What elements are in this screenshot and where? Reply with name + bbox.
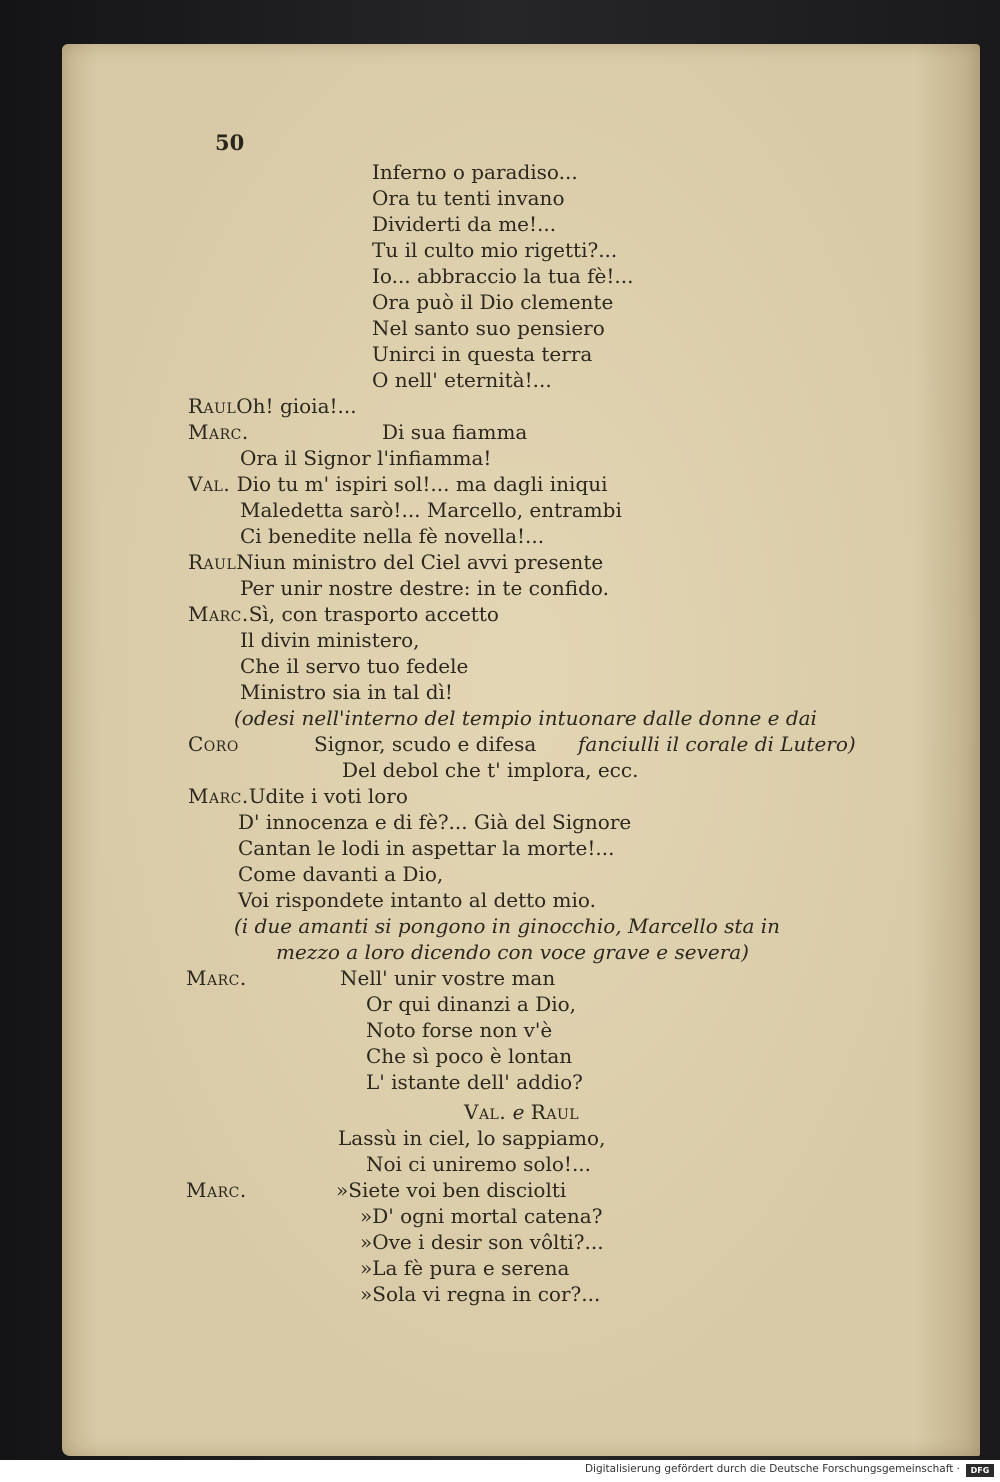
verse-line: »La fè pura e serena	[360, 1256, 570, 1280]
page-number: 50	[215, 130, 245, 155]
stage-direction: fanciulli il corale di Lutero)	[578, 732, 856, 756]
verse-text: Udite i voti loro	[248, 784, 408, 808]
stage-direction: (i due amanti si pongono in ginocchio, Marcello sta in	[234, 914, 781, 938]
verse-line: O nell' eternità!...	[372, 368, 552, 392]
verse-text: Sì, con trasporto accetto	[248, 602, 499, 626]
footer-credit: Digitalisierung gefördert durch die Deutsche Forschungsgemeinschaft ·	[584, 1463, 960, 1475]
verse-line: »Ove i desir son vôlti?...	[360, 1230, 604, 1254]
verse-text: Oh! gioia!...	[236, 394, 357, 418]
verse-line: Del debol che t' implora, ecc.	[342, 758, 639, 782]
speaker-line	[188, 394, 357, 418]
verse-line: Lassù in ciel, lo sappiamo,	[338, 1126, 606, 1150]
verse-line: Or qui dinanzi a Dio,	[366, 992, 577, 1016]
verse-line: Ora il Signor l'infiamma!	[240, 446, 492, 470]
speaker-line	[188, 472, 608, 496]
verse-line: Ora tu tenti invano	[372, 186, 565, 210]
verse-line: Dividerti da me!...	[372, 212, 557, 236]
speaker-line	[188, 602, 499, 626]
verse-line: Tu il culto mio rigetti?...	[372, 238, 618, 262]
verse-text: Signor, scudo e difesa	[314, 732, 537, 756]
verse-line: Voi rispondete intanto al detto mio.	[238, 888, 596, 912]
speaker-name: Marc.	[188, 420, 249, 444]
verse-line: Ministro sia in tal dì!	[240, 680, 453, 704]
footer-bar	[0, 1460, 1000, 1482]
verse-text: Dio tu m' ispiri sol!... ma dagli iniqui	[236, 472, 608, 496]
verse-line: L' istante dell' addio?	[366, 1070, 583, 1094]
speaker-name: Val.	[464, 1100, 507, 1124]
speaker-name: Marc.	[186, 1178, 247, 1202]
verse-text: Di sua fiamma	[382, 420, 528, 444]
speaker-name: Raul	[188, 550, 237, 574]
speaker-line	[188, 784, 408, 808]
verse-line: Come davanti a Dio,	[238, 862, 444, 886]
speaker-line	[188, 550, 603, 574]
verse-line: »D' ogni mortal catena?	[360, 1204, 603, 1228]
verse-line: Inferno o paradiso...	[372, 160, 578, 184]
verse-line: Che il servo tuo fedele	[240, 654, 469, 678]
verse-text: »Siete voi ben disciolti	[336, 1178, 567, 1202]
speaker-name: Coro	[188, 732, 239, 756]
conjunction: e	[512, 1100, 525, 1124]
verse-line: Noto forse non v'è	[366, 1018, 553, 1042]
verse-text: Niun ministro del Ciel avvi presente	[236, 550, 604, 574]
verse-line: Cantan le lodi in aspettar la morte!...	[238, 836, 615, 860]
verse-line: Maledetta sarò!... Marcello, entrambi	[240, 498, 622, 522]
stage-direction: (odesi nell'interno del tempio intuonare dalle donne e dai	[234, 706, 817, 730]
speaker-heading	[464, 1100, 579, 1124]
stage-direction: mezzo a loro dicendo con voce grave e severa)	[276, 940, 749, 964]
verse-line: Noi ci uniremo solo!...	[366, 1152, 592, 1176]
verse-line: Che sì poco è lontan	[366, 1044, 573, 1068]
verse-line: »Sola vi regna in cor?...	[360, 1282, 601, 1306]
verse-line: Nel santo suo pensiero	[372, 316, 605, 340]
speaker-name: Raul	[530, 1100, 580, 1124]
verse-line: D' innocenza e di fè?... Già del Signore	[238, 810, 632, 834]
dfg-logo: DFG	[966, 1464, 994, 1477]
verse-line: Ci benedite nella fè novella!...	[240, 524, 545, 548]
verse-line: Ora può il Dio clemente	[372, 290, 614, 314]
verse-line: Per unir nostre destre: in te confido.	[240, 576, 609, 600]
speaker-name: Marc.	[186, 966, 247, 990]
verse-line: Unirci in questa terra	[372, 342, 593, 366]
verse-line: Io... abbraccio la tua fè!...	[372, 264, 634, 288]
speaker-name: Raul	[188, 394, 237, 418]
verse-text: Nell' unir vostre man	[340, 966, 556, 990]
speaker-name: Marc.	[188, 602, 249, 626]
verse-line: Il divin ministero,	[240, 628, 420, 652]
speaker-name: Marc.	[188, 784, 249, 808]
speaker-name: Val.	[188, 472, 231, 496]
